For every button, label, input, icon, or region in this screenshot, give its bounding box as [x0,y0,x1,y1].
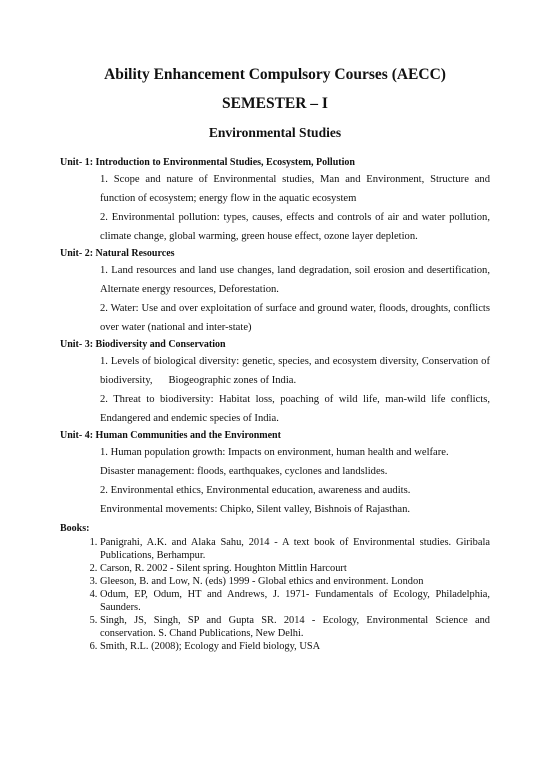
unit-item: 2. Water: Use and over exploitation of surface and ground water, floods, droughts, conflicts over water (national and inter-state) [100,303,490,333]
unit-1-heading: Unit- 1: Introduction to Environmental Studies, Ecosystem, Pollution [60,157,355,168]
book-item: 4. Odum, EP, Odum, HT and Andrews, J. 1971- Fundamentals of Ecology, Philadelphia, Saunders. [100,588,490,614]
syllabus-content [60,155,490,653]
unit-item: Environmental movements: Chipko, Silent valley, Bishnois of Rajasthan. [100,504,411,515]
unit-3-heading: Unit- 3: Biodiversity and Conservation [60,339,226,350]
book-item: 2. Carson, R. 2002 - Silent spring. Houghton Mittlin Harcourt [100,562,490,575]
books-heading: Books: [60,523,90,534]
subject-heading: Environmental Studies [208,125,342,140]
book-item: 1. Panigrahi, A.K. and Alaka Sahu, 2014 - A text book of Environmental studies. Giribala Publications, Berhampur. [100,536,490,562]
unit-item: 1. Land resources and land use changes, land degradation, soil erosion and desertification, Alternate energy resources, Deforestation. [100,265,490,295]
unit-2-heading: Unit- 2: Natural Resources [60,248,175,259]
book-item: 5. Singh, JS, Singh, SP and Gupta SR. 2014 - Ecology, Environmental Science and conservation. S. Chand Publications, New Delhi. [100,614,490,640]
unit-item: 2. Environmental pollution: types, causes, effects and controls of air and water pollution, climate change, global warming, green house effect, ozone layer depletion. [100,212,490,242]
book-item: 6. Smith, R.L. (2008); Ecology and Field biology, USA [100,640,490,653]
unit-item: Disaster management: floods, earthquakes, cyclones and landslides. [100,466,388,477]
unit-3-body [60,352,490,428]
document-title: Ability Enhancement Compulsory Courses (AECC) [104,66,446,83]
unit-item: 2. Environmental ethics, Environmental education, awareness and audits. [100,485,411,496]
unit-item: 1. Levels of biological diversity: genetic, species, and ecosystem diversity, Conservation of biodiversity, Biogeographic zones of India. [100,356,490,386]
unit-item: 2. Threat to biodiversity: Habitat loss, poaching of wild life, man-wild life conflicts, Endangered and endemic species of India. [100,394,490,424]
unit-4-body [60,443,490,519]
unit-item: 1. Human population growth: Impacts on environment, human health and welfare. [100,447,449,458]
unit-4-heading: Unit- 4: Human Communities and the Environment [60,430,281,441]
unit-1-body [60,170,490,246]
book-item: 3. Gleeson, B. and Low, N. (eds) 1999 - Global ethics and environment. London [100,575,490,588]
unit-2-body [60,261,490,337]
books-list [60,536,490,653]
semester-heading: SEMESTER – I [222,95,328,112]
unit-item: 1. Scope and nature of Environmental studies, Man and Environment, Structure and function of ecosystem; energy flow in the aquatic ecosystem [100,174,490,204]
